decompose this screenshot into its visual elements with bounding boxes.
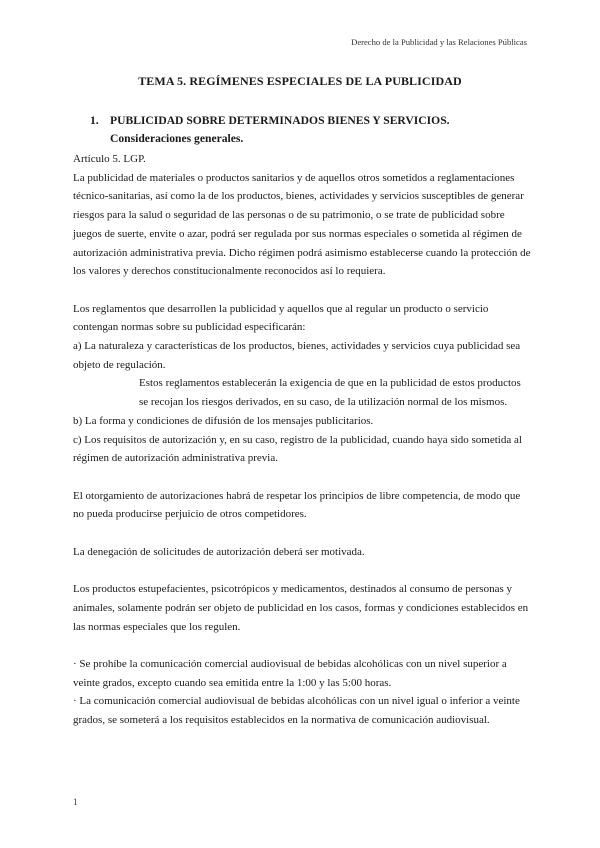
section-number: 1. — [90, 114, 99, 127]
list-item-b: b) La forma y condiciones de difusión de los mensajes publicitarios. — [73, 414, 374, 427]
list-item-c: c) Los requisitos de autorización y, en su caso, registro de la publicidad, cuando haya sido sometida al régimen de autorización administrativa previa. — [73, 433, 522, 465]
paragraph-competition: El otorgamiento de autorizaciones habrá de respetar los principios de libre competencia, de modo que no pueda producirse perjuicio de otros competidores. — [73, 489, 521, 521]
section-heading-line2: Consideraciones generales. — [110, 132, 244, 145]
paragraph-denial: La denegación de solicitudes de autorización deberá ser motivada. — [73, 545, 365, 558]
paragraph-regulations: Los reglamentos que desarrollen la publicidad y aquellos que al regular un producto o servicio contengan normas sobre su publicidad especificarán: — [73, 302, 489, 334]
article-reference: Artículo 5. LGP. — [73, 153, 146, 165]
running-header: Derecho de la Publicidad y las Relaciones Públicas — [351, 37, 527, 47]
list-item-a: a) La naturaleza y características de los productos, bienes, actividades y servicios cuya publicidad sea objeto de regulación. — [73, 340, 521, 371]
list-item-a-note: Estos reglamentos establecerán la exigencia de que en la publicidad de estos productos se recojan los riesgos derivados, en su caso, de la utilización normal de los mismos. — [139, 377, 521, 409]
bullet-alcohol-over-20: · Se prohíbe la comunicación comercial audiovisual de bebidas alcohólicas con un nivel superior a veinte grados, excepto cuando sea emitida entre la 1:00 y las 5:00 horas. — [73, 657, 507, 689]
document-body — [73, 150, 531, 730]
section-heading — [90, 112, 540, 148]
page-number: 1 — [73, 797, 78, 807]
bullet-alcohol-under-20: · La comunicación comercial audiovisual de bebidas alcohólicas con un nivel igual o inferior a veinte grados, se someterá a los requisitos establecidos en la normativa de comunicación audiovisual. — [73, 695, 520, 727]
paragraph-narcotics: Los productos estupefacientes, psicotrópicos y medicamentos, destinados al consumo de personas y animales, solamente podrán ser objeto de publicidad en los casos, formas y condiciones establecidos en las normas especiales que los regulen. — [73, 583, 529, 633]
section-heading-line1: PUBLICIDAD SOBRE DETERMINADOS BIENES Y SERVICIOS. — [110, 114, 450, 127]
paragraph-scope: La publicidad de materiales o productos sanitarios y de aquellos otros sometidos a reglamentaciones técnico-sanitarias, así como la de los productos, bienes, actividades y servicios susceptibles de generar riesgos para la salud o seguridad de las personas o de su patrimonio, o se trate de publicidad sobre juegos de suerte, envite o azar, podrá ser regulada por sus normas especiales o sometida al régimen de autorización administrativa previa. Dicho régimen podrá asimismo establecerse cuando la protección de los valores y derechos constitucionalmente reconocidos así lo requiera. — [73, 171, 531, 278]
page-title: TEMA 5. REGÍMENES ESPECIALES DE LA PUBLICIDAD — [138, 74, 462, 88]
